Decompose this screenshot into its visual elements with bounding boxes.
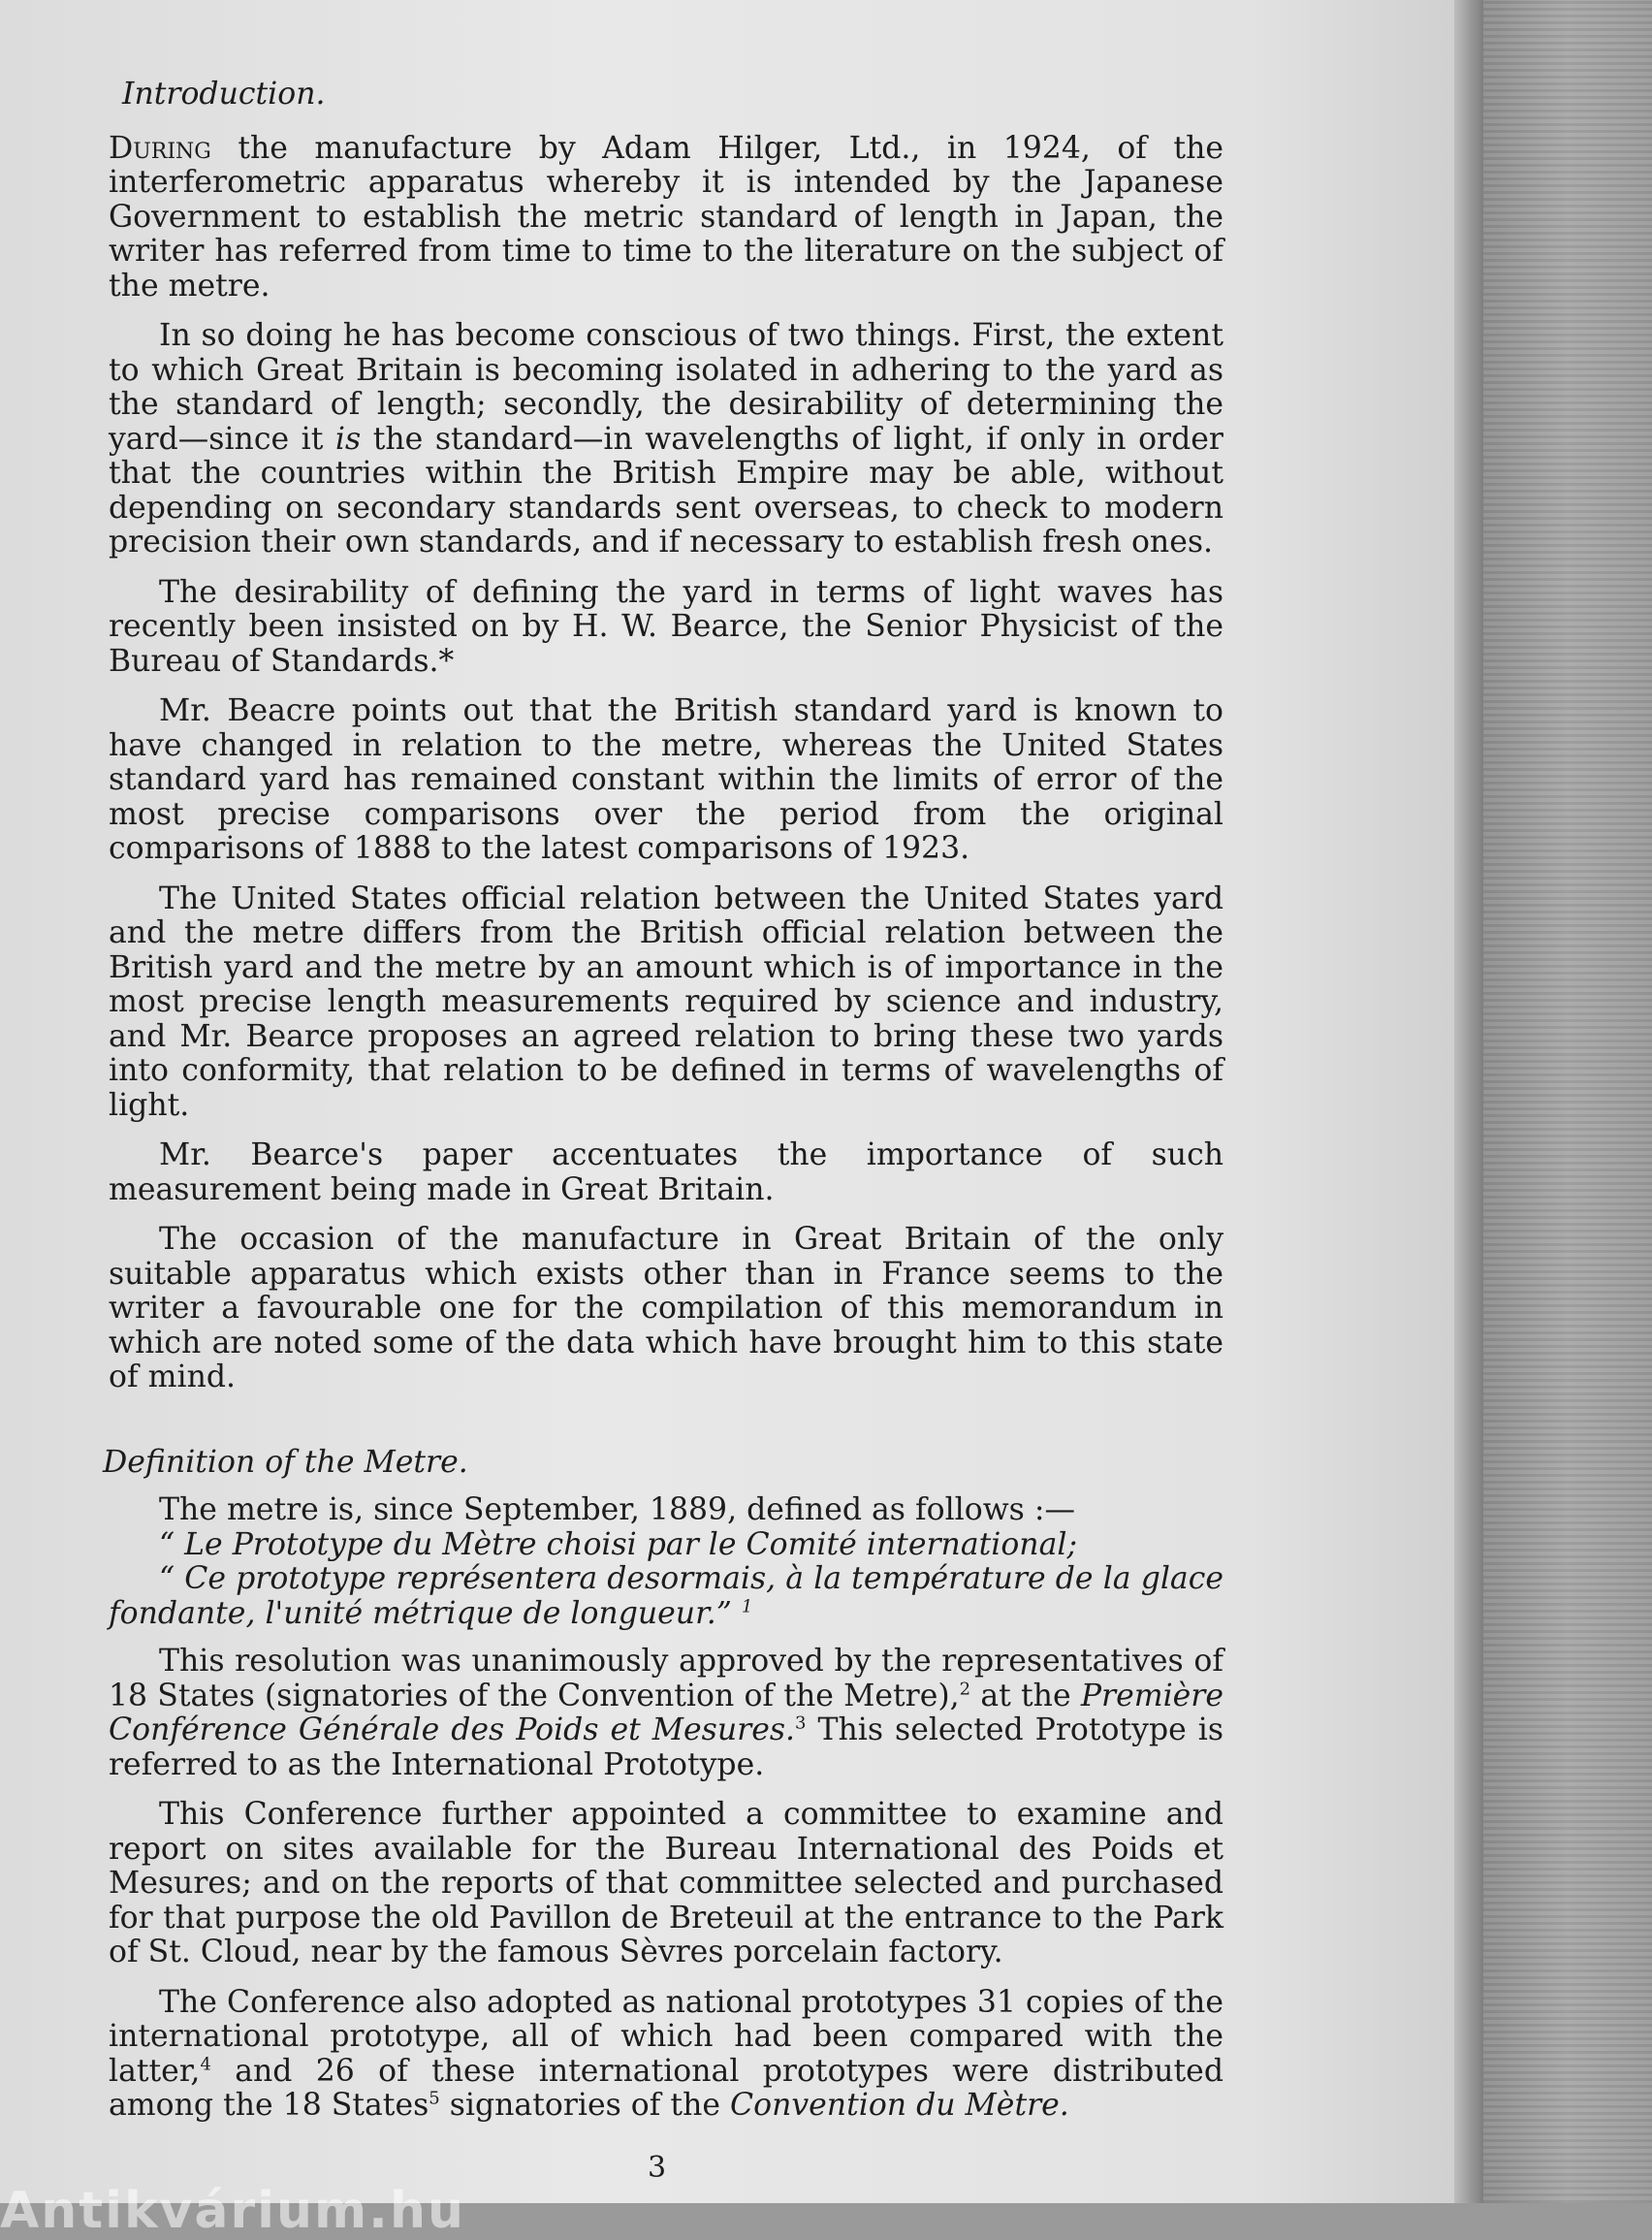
book-spine bbox=[1483, 0, 1652, 2203]
footnote-ref: 2 bbox=[959, 1679, 971, 1699]
definition-paragraph-3: This Conference further appointed a committee to examine and report on sites available for the Bureau International des Poids et Mesures; and on the reports of that committee selected and purchased for that purpose the old Pavillon de Breteuil at the entrance to the Park of St. Cloud, near by the famous Sèvres porcelain factory. bbox=[109, 1797, 1223, 1969]
watermark: Antikvárium.hu bbox=[0, 2182, 465, 2240]
quote-line-2-text: “ Ce prototype représentera desormais, à la température de la glace fondante, l'unité métrique de longueur.” bbox=[109, 1561, 1223, 1631]
page-edge-shadow bbox=[1454, 0, 1483, 2203]
paragraph-5: The United States official relation between the United States yard and the metre differs from the British official relation between the British yard and the metre by an amount which is of importance in the most precise length measurements required by science and industry, and Mr. Bearce proposes an agreed relation to bring these two yards into conformity, that relation to be defined in terms of wavelengths of light. bbox=[109, 880, 1223, 1123]
paragraph-2-emphasis: is bbox=[334, 421, 362, 457]
definition-paragraph-4-b: and 26 of these international prototypes were distributed among the 18 States bbox=[109, 2053, 1223, 2123]
paragraph-3: The desirability of defining the yard in terms of light waves has recently been insisted on by H. W. Bearce, the Senior Physicist of the Bureau of Standards.* bbox=[109, 574, 1223, 679]
footnote-ref: 1 bbox=[741, 1596, 753, 1616]
definition-paragraph-2-italic: Première Conférence Générale des Poids et Mesures. bbox=[109, 1678, 1223, 1747]
paragraph-2-text-a: In so doing he has become conscious of two things. First, the extent to which Great Britain is becoming isolated in adhering to the yard as the standard of length; secondly, the desirability of determining the yard—since it bbox=[109, 318, 1223, 457]
paragraph-2 bbox=[109, 319, 1223, 560]
definition-paragraph-4-c: signatories of the bbox=[439, 2088, 731, 2123]
page-body bbox=[103, 77, 1224, 2139]
paragraph-6: Mr. Bearce's paper accentuates the importance of such measurement being made in Great Britain. bbox=[109, 1137, 1223, 1207]
quote-line-1: “ Le Prototype du Mètre choisi par le Comité international; bbox=[159, 1526, 1078, 1562]
drop-word: During bbox=[109, 130, 211, 166]
section-heading-definition: Definition of the Metre. bbox=[103, 1444, 468, 1480]
paragraph-7: The occasion of the manufacture in Great Britain of the only suitable apparatus which exists other than in France seems to the writer a favourable one for the compilation of this memorandum in which are noted some of the data which have brought him to this state of mind. bbox=[109, 1222, 1223, 1394]
paragraph-1-text: the manufacture by Adam Hilger, Ltd., in 1924, of the interferometric apparatus whereby it is intended by the Japanese Government to establish the metric standard of length in Japan, the writer has referred from time to time to the literature on the subject of the metre. bbox=[109, 130, 1223, 304]
definition-paragraph-2-a: This resolution was unanimously approved by the representatives of 18 States (signatories of the Convention of the Metre), bbox=[109, 1644, 1223, 1713]
page-number: 3 bbox=[648, 2151, 667, 2185]
section-heading-introduction: Introduction. bbox=[122, 77, 326, 112]
definition-paragraph-2-b: at the bbox=[970, 1678, 1081, 1713]
paragraph-4: Mr. Beacre points out that the British standard yard is known to have changed in relation to the metre, whereas the United States standard yard has remained constant within the limits of error of the most precise comparisons over the period from the original comparisons of 1888 to the latest comparisons of 1923. bbox=[109, 693, 1223, 866]
paragraph-1 bbox=[109, 132, 1223, 304]
definition-paragraph-4 bbox=[109, 1986, 1223, 2124]
footnote-ref: 3 bbox=[795, 1712, 807, 1734]
definition-intro: The metre is, since September, 1889, defined as follows :— bbox=[159, 1492, 1075, 1527]
footnote-ref: 4 bbox=[200, 2054, 211, 2074]
definition-paragraph-2-c: This selected Prototype is referred to as the International Prototype. bbox=[109, 1712, 1224, 1782]
definition-paragraph-4-italic: Convention du Mètre. bbox=[730, 2088, 1069, 2123]
paragraph-2-text-b: the standard—in wavelengths of light, if only in order that the countries within the British Empire may be able, without depending on secondary standards sent overseas, to check to modern precision their own standards, and if necessary to establish fresh ones. bbox=[109, 421, 1223, 560]
definition-paragraph-4-a: The Conference also adopted as national prototypes 31 copies of the international prototype, all of which had been compared with the latter, bbox=[109, 1984, 1223, 2089]
quote-line-2 bbox=[109, 1562, 1223, 1631]
definition-paragraph-2 bbox=[109, 1645, 1223, 1782]
footnote-ref: 5 bbox=[429, 2088, 440, 2109]
